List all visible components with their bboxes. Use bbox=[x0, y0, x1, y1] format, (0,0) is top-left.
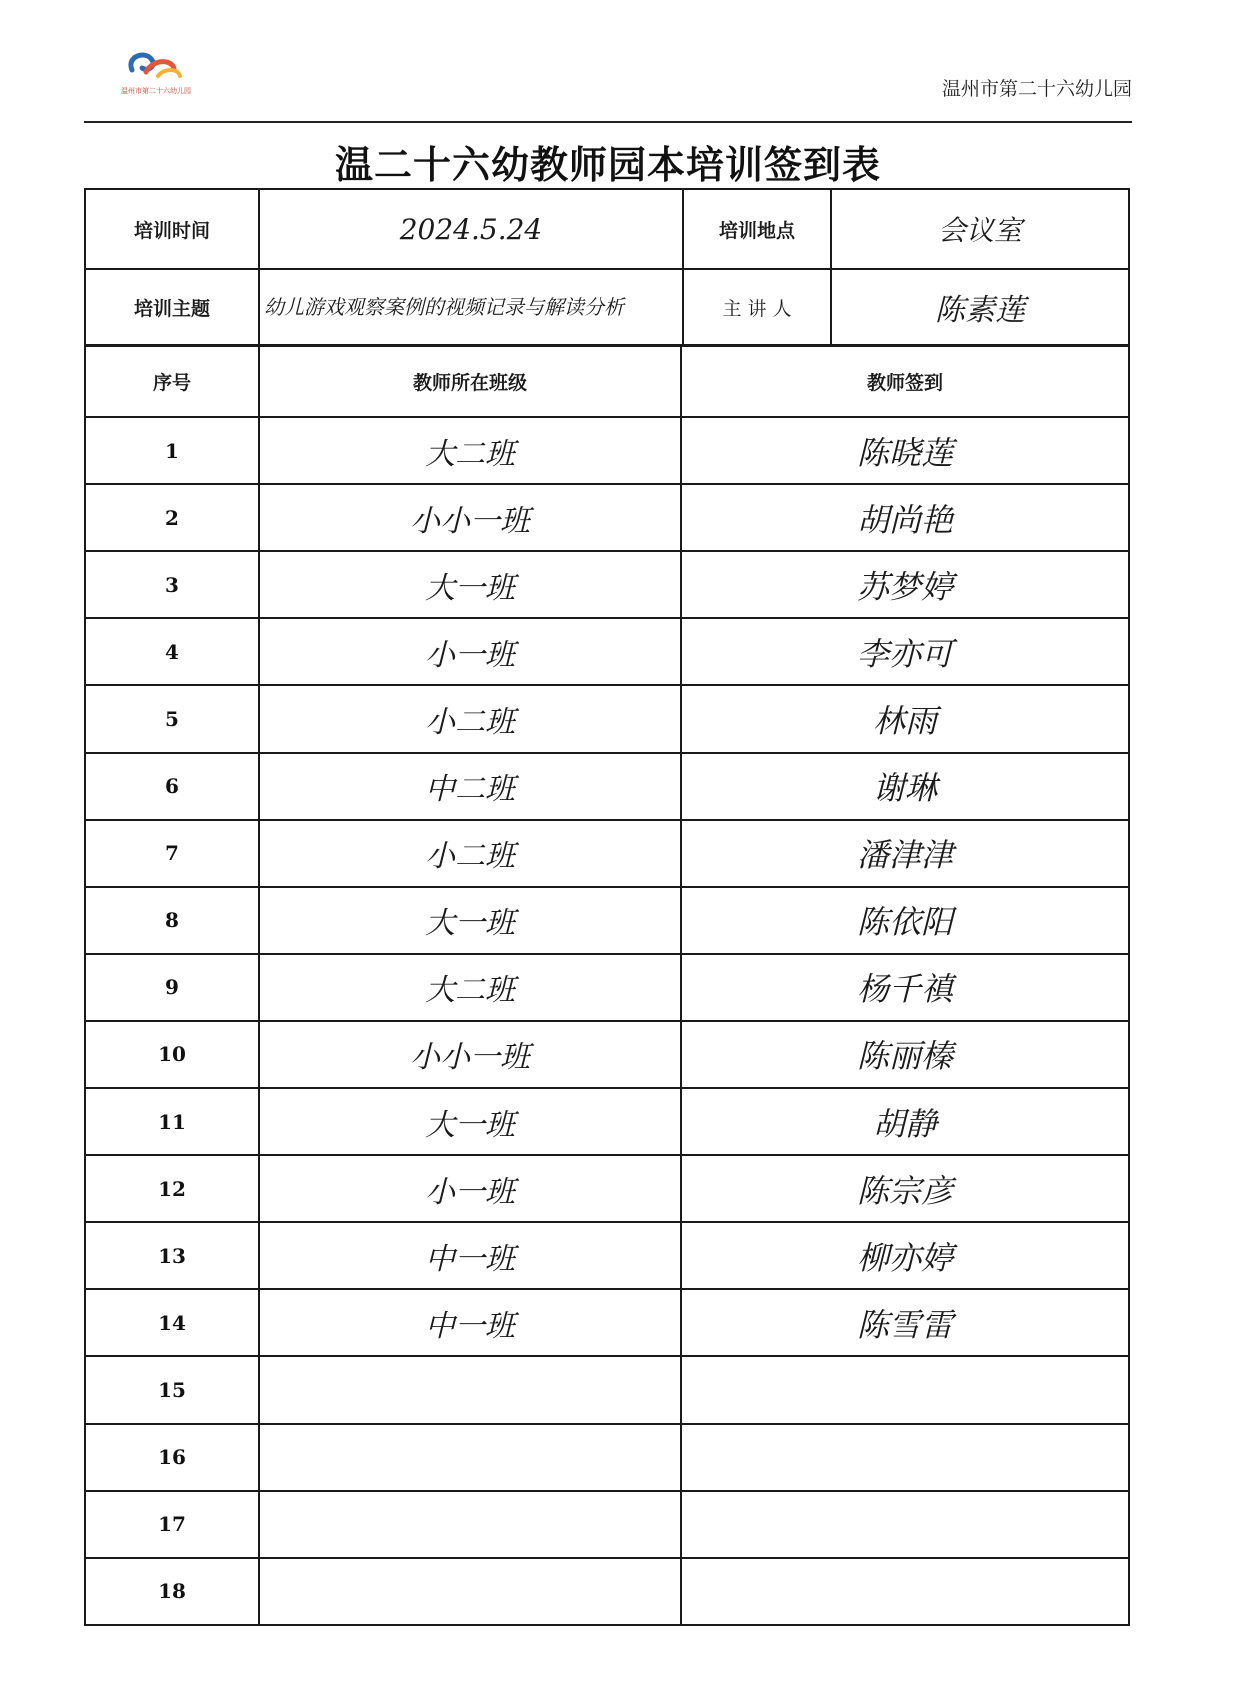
teacher-class: 中一班 bbox=[425, 1241, 515, 1277]
teacher-signature: 苏梦婷 bbox=[856, 567, 953, 606]
teacher-class: 小小一班 bbox=[410, 1040, 530, 1076]
teacher-signature: 陈宗彦 bbox=[856, 1171, 953, 1210]
teacher-signature bbox=[682, 1425, 1128, 1490]
row-number: 15 bbox=[158, 1377, 186, 1402]
teacher-signature bbox=[682, 1357, 1128, 1422]
row-number: 5 bbox=[165, 706, 179, 731]
row-number: 11 bbox=[158, 1109, 186, 1134]
teacher-signature bbox=[682, 1559, 1128, 1624]
teacher-signature: 胡静 bbox=[872, 1104, 937, 1143]
teacher-class bbox=[260, 1492, 680, 1557]
topic-label: 培训主题 bbox=[133, 297, 210, 320]
row-number: 14 bbox=[158, 1310, 186, 1335]
teacher-class bbox=[260, 1559, 680, 1624]
row-number: 2 bbox=[165, 505, 179, 530]
teacher-class: 小二班 bbox=[425, 839, 515, 875]
teacher-signature: 林雨 bbox=[872, 701, 937, 740]
teacher-class: 小二班 bbox=[425, 704, 515, 740]
header-divider bbox=[84, 121, 1132, 123]
row-number: 7 bbox=[165, 841, 179, 866]
teacher-class: 小一班 bbox=[425, 637, 515, 673]
row-number: 16 bbox=[158, 1445, 186, 1470]
time-value: 2024.5.24 bbox=[399, 212, 543, 246]
row-number: 17 bbox=[158, 1512, 186, 1537]
teacher-signature: 陈丽榛 bbox=[856, 1037, 953, 1076]
place-value: 会议室 bbox=[937, 214, 1022, 247]
row-number: 8 bbox=[165, 908, 179, 933]
teacher-class: 大一班 bbox=[425, 906, 515, 942]
speaker-label: 主 讲 人 bbox=[722, 297, 792, 320]
teacher-class: 大二班 bbox=[425, 436, 515, 472]
teacher-class: 中一班 bbox=[425, 1308, 515, 1344]
teacher-class: 大二班 bbox=[425, 973, 515, 1009]
teacher-class bbox=[260, 1425, 680, 1490]
teacher-class: 大一班 bbox=[425, 1107, 515, 1143]
row-number: 1 bbox=[165, 438, 179, 463]
teacher-signature: 胡尚艳 bbox=[856, 500, 953, 539]
teacher-signature: 谢琳 bbox=[872, 769, 937, 808]
row-number: 18 bbox=[158, 1579, 186, 1604]
time-label: 培训时间 bbox=[133, 219, 210, 242]
row-number: 10 bbox=[158, 1042, 186, 1067]
column-header-class: 教师所在班级 bbox=[412, 371, 527, 394]
row-number: 9 bbox=[165, 975, 179, 1000]
teacher-signature: 陈依阳 bbox=[856, 903, 953, 942]
teacher-signature: 杨千禛 bbox=[856, 970, 953, 1009]
place-label: 培训地点 bbox=[718, 219, 795, 242]
column-header-signature: 教师签到 bbox=[866, 371, 943, 394]
teacher-signature: 陈晓莲 bbox=[856, 433, 953, 472]
teacher-class bbox=[260, 1357, 680, 1422]
teacher-signature: 柳亦婷 bbox=[856, 1238, 953, 1277]
row-number: 4 bbox=[165, 639, 179, 664]
row-number: 13 bbox=[158, 1243, 186, 1268]
organization-name: 温州市第二十六幼儿园 bbox=[941, 78, 1132, 100]
sign-in-sheet bbox=[84, 188, 1130, 1626]
teacher-class: 小一班 bbox=[425, 1174, 515, 1210]
teacher-class: 小小一班 bbox=[410, 503, 530, 539]
speaker-value: 陈素莲 bbox=[935, 293, 1025, 328]
page-title: 温二十六幼教师园本培训签到表 bbox=[334, 143, 881, 187]
school-logo bbox=[112, 46, 200, 106]
row-number: 12 bbox=[158, 1176, 186, 1201]
column-header-number: 序号 bbox=[152, 371, 191, 394]
teacher-class: 中二班 bbox=[425, 772, 515, 808]
teacher-signature: 陈雪雷 bbox=[856, 1305, 953, 1344]
logo-caption: 温州市第二十六幼儿园 bbox=[121, 87, 191, 95]
row-number: 3 bbox=[165, 572, 179, 597]
topic-value: 幼儿游戏观察案例的视频记录与解读分析 bbox=[264, 295, 624, 319]
teacher-signature: 李亦可 bbox=[856, 634, 953, 673]
teacher-class: 大一班 bbox=[425, 570, 515, 606]
row-divider bbox=[86, 1624, 1128, 1626]
row-number: 6 bbox=[165, 774, 179, 799]
teacher-signature: 潘津津 bbox=[856, 836, 953, 875]
teacher-signature bbox=[682, 1492, 1128, 1557]
